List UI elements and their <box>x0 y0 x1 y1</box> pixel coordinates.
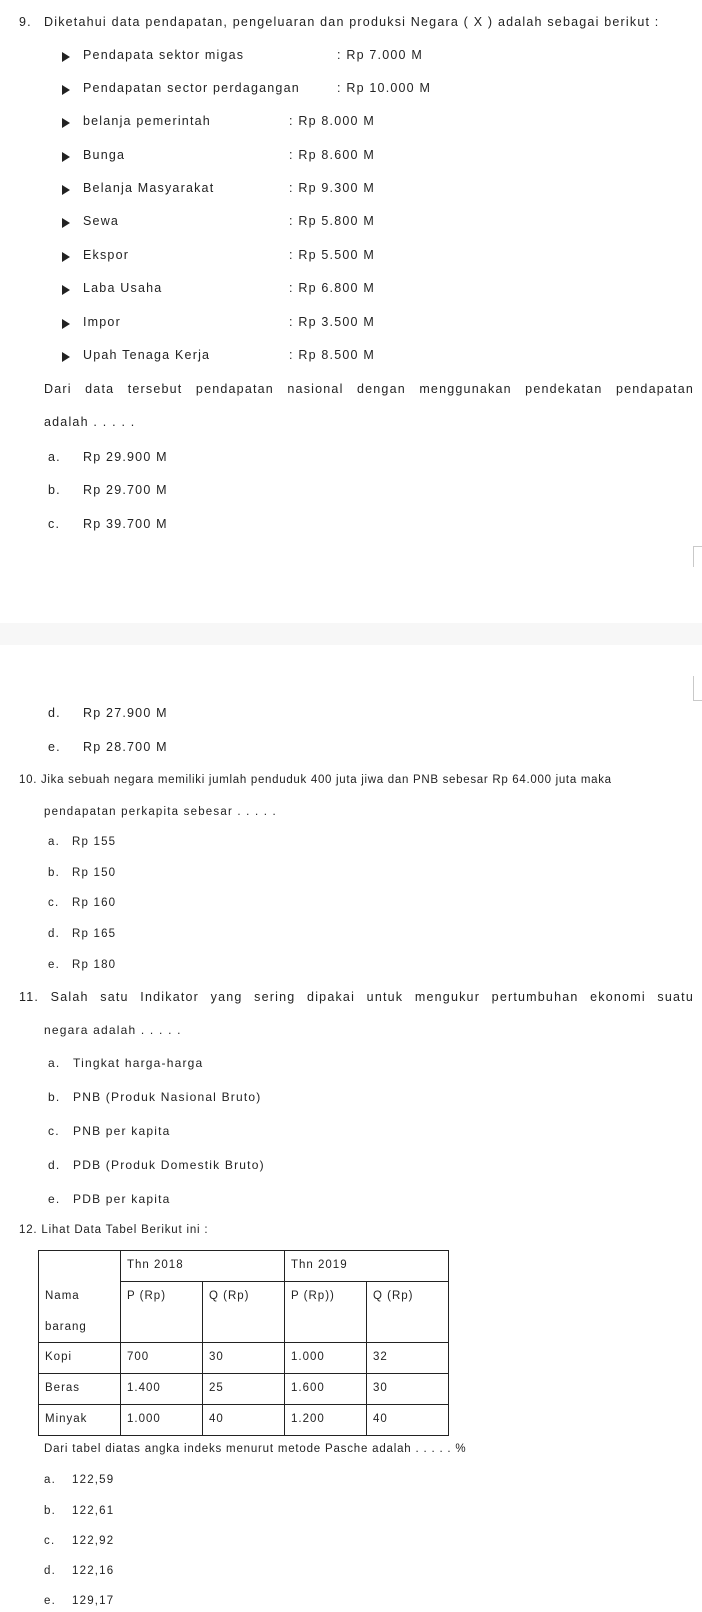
table-header-cell <box>285 1312 367 1343</box>
table-header-cell <box>39 1251 121 1282</box>
option-text: PDB per kapita <box>73 1192 171 1206</box>
option-letter: a. <box>48 1056 61 1070</box>
q12-question: Dari tabel diatas angka indeks menurut metode Pasche adalah . . . . . % <box>44 1443 467 1455</box>
q9-item-value: : Rp 10.000 M <box>337 81 432 95</box>
table-cell-p1: 1.400 <box>121 1374 203 1405</box>
q11-question-line2: negara adalah . . . . . <box>44 1023 182 1037</box>
bullet-triangle-icon <box>62 85 70 95</box>
table-cell-name: Minyak <box>39 1405 121 1436</box>
q10-question-line2: pendapatan perkapita sebesar . . . . . <box>44 806 277 818</box>
option-text: 122,16 <box>72 1565 115 1577</box>
table-header-cell <box>203 1312 285 1343</box>
bullet-triangle-icon <box>62 185 70 195</box>
q9-item-label: Ekspor <box>83 248 130 262</box>
table-header-name: Nama <box>39 1282 121 1313</box>
table-cell-q2: 40 <box>367 1405 449 1436</box>
table-cell-q2: 32 <box>367 1343 449 1374</box>
option-text: Rp 29.700 M <box>83 483 168 497</box>
option-letter: c. <box>48 517 61 531</box>
option-letter: e. <box>44 1595 56 1607</box>
option-letter: d. <box>48 1158 61 1172</box>
page-corner-marker <box>693 676 702 701</box>
q9-item-label: Pendapatan sector perdagangan <box>83 81 300 95</box>
table-cell-p2: 1.200 <box>285 1405 367 1436</box>
table-row <box>39 1374 449 1405</box>
table-cell-q1: 40 <box>203 1405 285 1436</box>
option-letter: b. <box>48 483 61 497</box>
table-row <box>39 1405 449 1436</box>
option-letter: c. <box>48 897 60 909</box>
option-letter: b. <box>48 867 60 879</box>
q9-item-value: : Rp 6.800 M <box>289 281 375 295</box>
option-text: PNB per kapita <box>73 1124 171 1138</box>
table-cell-p2: 1.000 <box>285 1343 367 1374</box>
table-header-year: Thn 2019 <box>285 1251 449 1282</box>
table-header-name-cont: barang <box>39 1312 121 1343</box>
table-cell-p2: 1.600 <box>285 1374 367 1405</box>
option-letter: d. <box>48 928 60 940</box>
q9-intro: Diketahui data pendapatan, pengeluaran dan produksi Negara ( X ) adalah sebagai berikut : <box>44 15 660 29</box>
q9-item-label: Belanja Masyarakat <box>83 181 215 195</box>
q9-item-value: : Rp 8.600 M <box>289 148 375 162</box>
q9-item-label: Upah Tenaga Kerja <box>83 348 211 362</box>
table-header-p: P (Rp)) <box>285 1282 367 1313</box>
table-header-q: Q (Rp) <box>367 1282 449 1313</box>
table-cell-q1: 25 <box>203 1374 285 1405</box>
option-text: Rp 160 <box>72 897 117 909</box>
option-letter: d. <box>44 1565 56 1577</box>
q9-item-value: : Rp 5.800 M <box>289 214 375 228</box>
option-text: Rp 39.700 M <box>83 517 168 531</box>
q9-item-label: Laba Usaha <box>83 281 163 295</box>
q9-item-value: : Rp 5.500 M <box>289 248 375 262</box>
table-header-cell <box>121 1312 203 1343</box>
q9-item-value: : Rp 7.000 M <box>337 48 423 62</box>
q9-item-value: : Rp 9.300 M <box>289 181 375 195</box>
option-text: PDB (Produk Domestik Bruto) <box>73 1158 265 1172</box>
table-header-q: Q (Rp) <box>203 1282 285 1313</box>
option-text: 122,92 <box>72 1535 115 1547</box>
q9-question-line1: Dari data tersebut pendapatan nasional dengan menggunakan pendekatan pendapatan <box>44 382 694 396</box>
table-cell-name: Beras <box>39 1374 121 1405</box>
option-text: Rp 29.900 M <box>83 450 168 464</box>
table-cell-p1: 1.000 <box>121 1405 203 1436</box>
option-text: 129,17 <box>72 1595 115 1607</box>
table-cell-p1: 700 <box>121 1343 203 1374</box>
q9-item-label: belanja pemerintah <box>83 114 211 128</box>
table-header-year: Thn 2018 <box>121 1251 285 1282</box>
q9-item-label: Pendapata sektor migas <box>83 48 245 62</box>
page-corner-marker <box>693 546 702 567</box>
option-letter: b. <box>44 1505 56 1517</box>
option-text: Rp 27.900 M <box>83 706 168 720</box>
option-letter: c. <box>48 1124 60 1138</box>
option-text: Rp 150 <box>72 867 117 879</box>
option-text: Tingkat harga-harga <box>73 1056 204 1070</box>
table-header-cell <box>367 1312 449 1343</box>
option-letter: c. <box>44 1535 56 1547</box>
option-text: Rp 28.700 M <box>83 740 168 754</box>
bullet-triangle-icon <box>62 218 70 228</box>
option-text: 122,61 <box>72 1505 115 1517</box>
q10-question-line1: 10. Jika sebuah negara memiliki jumlah penduduk 400 juta jiwa dan PNB sebesar Rp 64.000 juta maka <box>19 774 612 786</box>
page-break-divider <box>0 623 702 645</box>
table-cell-q1: 30 <box>203 1343 285 1374</box>
bullet-triangle-icon <box>62 352 70 362</box>
table-cell-q2: 30 <box>367 1374 449 1405</box>
q9-number: 9. <box>19 15 32 29</box>
table-header-p: P (Rp) <box>121 1282 203 1313</box>
option-text: Rp 165 <box>72 928 117 940</box>
option-letter: a. <box>44 1474 56 1486</box>
option-letter: a. <box>48 450 61 464</box>
bullet-triangle-icon <box>62 319 70 329</box>
bullet-triangle-icon <box>62 118 70 128</box>
q9-question-line2: adalah . . . . . <box>44 415 136 429</box>
option-letter: b. <box>48 1090 61 1104</box>
q11-question-line1: 11. Salah satu Indikator yang sering dipakai untuk mengukur pertumbuhan ekonomi suatu <box>19 990 694 1004</box>
option-letter: a. <box>48 836 60 848</box>
q9-item-value: : Rp 8.000 M <box>289 114 375 128</box>
option-letter: e. <box>48 959 60 971</box>
q12-question-line1: 12. Lihat Data Tabel Berikut ini : <box>19 1224 209 1236</box>
bullet-triangle-icon <box>62 152 70 162</box>
bullet-triangle-icon <box>62 252 70 262</box>
option-letter: e. <box>48 740 61 754</box>
bullet-triangle-icon <box>62 52 70 62</box>
q9-item-label: Impor <box>83 315 121 329</box>
price-quantity-table <box>38 1250 449 1436</box>
table-cell-name: Kopi <box>39 1343 121 1374</box>
q9-item-value: : Rp 8.500 M <box>289 348 375 362</box>
q9-item-label: Bunga <box>83 148 126 162</box>
option-text: PNB (Produk Nasional Bruto) <box>73 1090 262 1104</box>
q9-item-value: : Rp 3.500 M <box>289 315 375 329</box>
option-letter: e. <box>48 1192 61 1206</box>
option-text: Rp 155 <box>72 836 117 848</box>
table-row <box>39 1343 449 1374</box>
option-text: Rp 180 <box>72 959 117 971</box>
option-text: 122,59 <box>72 1474 115 1486</box>
option-letter: d. <box>48 706 61 720</box>
bullet-triangle-icon <box>62 285 70 295</box>
q9-item-label: Sewa <box>83 214 120 228</box>
